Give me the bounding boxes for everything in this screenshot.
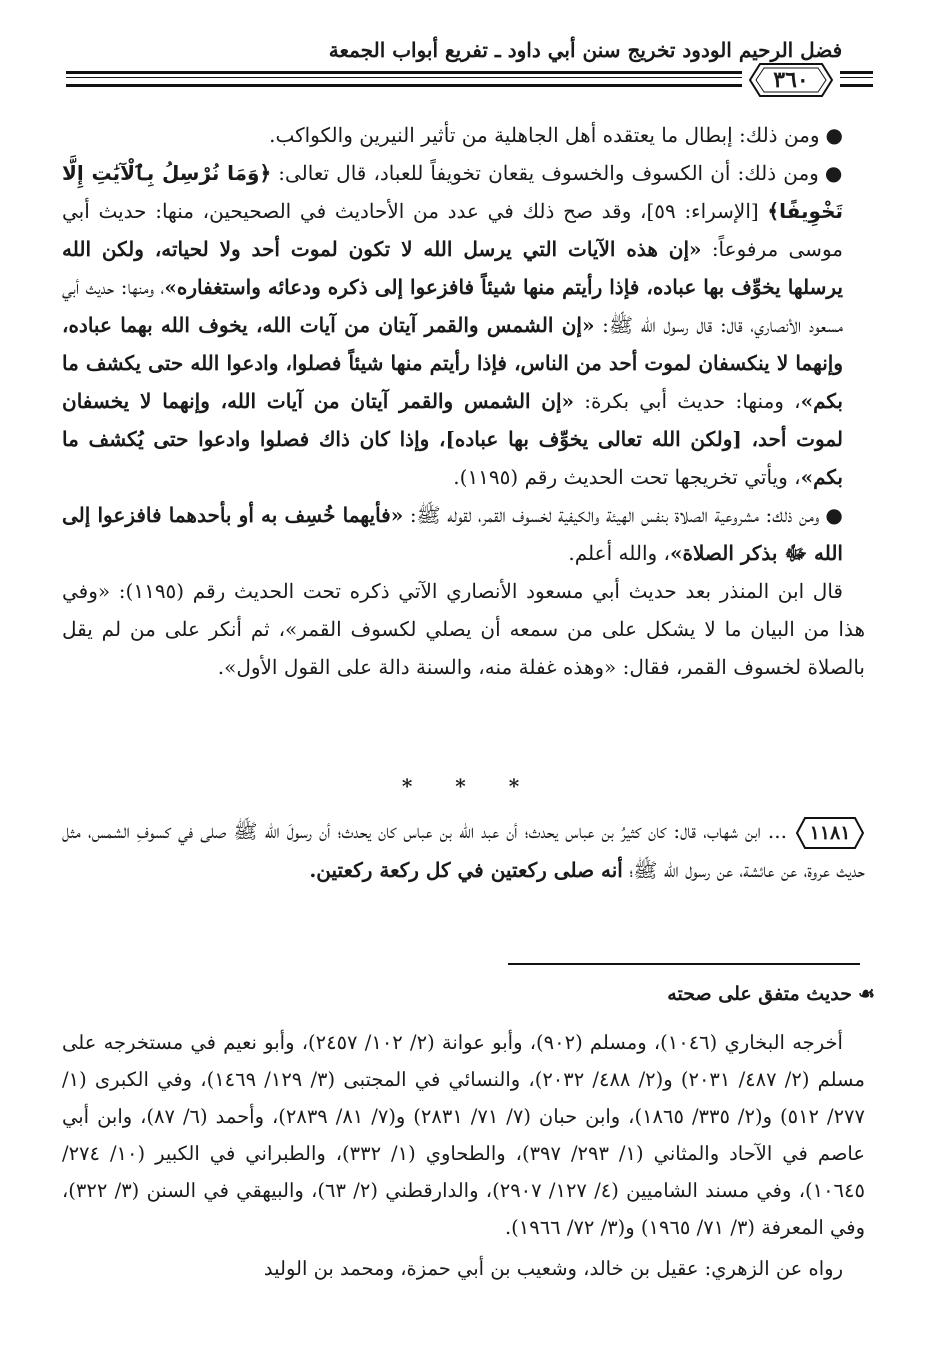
- header-rule: [66, 77, 742, 78]
- hadith-quote: «إن الشمس والقمر آيتان من آيات الله، يخوف الله بهما عباده، وإنهما لا ينكسفان لموت أحد من الناس، فإذا رأيتم منها شيئاً فصلوا، وادعوا الله حتى يكشف ما بكم»: [62, 313, 843, 413]
- bullet-icon: ●: [824, 161, 843, 185]
- paragraph: قال ابن المنذر بعد حديث أبي مسعود الأنصاري الآتي ذكره تحت الحديث رقم (١١٩٥): «وفي هذا من البيان ما لا يشكل على من سمعه أن يصلي لكسوف القمر»، ثم أنكر على من لم يقل بالصلاة لخسوف القمر، فقال: «وهذه غفلة منه، والسنة دالة على القول الأول».: [62, 579, 865, 679]
- fleuron-icon: ☙: [857, 983, 875, 1005]
- header-rule: [66, 84, 742, 87]
- hadith-text: [62, 812, 865, 890]
- hadith-matn: أنه صلى ركعتين في كل ركعة ركعتين.: [309, 858, 623, 882]
- hadith-number-badge: [795, 816, 865, 850]
- footnote-paragraph: أخرجه البخاري (١٠٤٦)، ومسلم (٩٠٢)، وأبو عوانة (٢/ ١٠٢/ ٢٤٥٧)، وأبو نعيم في مستخرجه على مسلم (٢/ ٤٨٧/ ٢٠٣١) و(٢/ ٤٨٨/ ٢٠٣٢)، والنسائي في المجتبى (٣/ ١٢٩/ ١٤٦٩)، وفي الكبرى (١/ ٢٧٧/ ٥١٢) و(٢/ ٣٣٥/ ١٨٦٥)، وابن حبان (٧/ ٧١/ ٢٨٣١) و(٧/ ٨١/ ٢٨٣٩)، وأحمد (٦/ ٨٧)، وابن أبي عاصم في الآحاد والمثاني (١/ ٢٩٣/ ٣٩٧)، والطحاوي (١/ ٣٣٢)، والطبراني في الكبير (١٠/ ٢٧٤/ ١٠٦٤٥)، وفي مسند الشاميين (٤/ ١٢٧/ ٢٩٠٧)، والدارقطني (٢/ ٦٣)، والبيهقي في السنن (٣/ ٣٢٢)، وفي المعرفة (٣/ ٧١/ ١٩٦٥) و(٣/ ٧٢/ ١٩٦٦).: [62, 1031, 865, 1239]
- section-separator: * * *: [401, 774, 538, 798]
- hadith-number: ١١٨١: [809, 821, 851, 844]
- header-rule: [66, 71, 742, 74]
- footnote-heading: ☙حديث متفق على صحته: [667, 983, 875, 1005]
- hadith-quote: «إن هذه الآيات التي يرسل الله لا تكون لموت أحد ولا لحياته، ولكن الله يرسلها يخوِّف بها عباده، فإذا رأيتم منها شيئاً فافزعوا إلى ذكره ودعائه واستغفاره»: [62, 237, 843, 299]
- running-header-title: فضل الرحيم الودود تخريج سنن أبي داود ـ تفريع أبواب الجمعة: [328, 38, 843, 62]
- main-text: [62, 116, 865, 686]
- page-number-badge: [748, 61, 834, 99]
- header-rule: [840, 84, 873, 87]
- quran-verse: ﴿وَمَا نُرْسِلُ بِٱلْآيَٰتِ إِلَّا تَخْوِيفًا﴾: [62, 161, 843, 223]
- bullet-icon: ●: [825, 503, 843, 527]
- hadith-quote: «فأيهما خُسِف به أو بأحدهما فافزعوا إلى الله ﷻ بذكر الصلاة»: [62, 503, 843, 565]
- hadith-quote: «إن الشمس والقمر آيتان من آيات الله، وإنهما لا يخسفان لموت أحد، [ولكن الله تعالى يخوِّف بها عباده]، وإذا كان ذاك فصلوا وادعوا حتى يُكشف ما بكم»: [62, 389, 843, 489]
- header-rule: [840, 71, 873, 74]
- paragraph: ●ومن ذلك: إبطال ما يعتقده أهل الجاهلية من تأثير النيرين والكواكب.: [269, 123, 843, 147]
- paragraph: ●ومن ذلك: مشروعية الصلاة بنفس الهيئة والكيفية لخسوف القمر، لقوله ﷺ: «فأيهما خُسِف به أو بأحدهما فافزعوا إلى الله ﷻ بذكر الصلاة»، والله أعلم.: [62, 503, 843, 565]
- footnote-paragraph: رواه عن الزهري: عقيل بن خالد، وشعيب بن أبي حمزة، ومحمد بن الوليد: [263, 1257, 843, 1280]
- bullet-icon: ●: [825, 123, 843, 147]
- footnote-rule: [508, 963, 860, 965]
- footnote-text: [62, 1024, 865, 1287]
- page-number: ٣٦٠: [773, 67, 809, 93]
- hadith-paragraph: ١١٨١ ... ابن شهاب، قال: كان كثيرُ بن عباس يحدث؛ أن عبد الله بن عباس كان يحدث؛ أن رسولَ الله ﷺ صلى في كسوفِ الشمس، مثل حديث عروة، عن عائشة، عن رسول الله ﷺ؛ أنه صلى ركعتين في كل ركعة ركعتين.: [62, 812, 865, 890]
- header-rule: [840, 77, 873, 78]
- paragraph: ●ومن ذلك: أن الكسوف والخسوف يقعان تخويفاً للعباد، قال تعالى: ﴿وَمَا نُرْسِلُ بِٱلْآيَٰتِ إِلَّا تَخْوِيفًا﴾ [الإسراء: ٥٩]، وقد صح ذلك في عدد من الأحاديث في الصحيحين، منها: حديث أبي موسى مرفوعاً: «إن هذه الآيات التي يرسل الله لا تكون لموت أحد ولا لحياته، ولكن الله يرسلها يخوِّف بها عباده، فإذا رأيتم منها شيئاً فافزعوا إلى ذكره ودعائه واستغفاره»، ومنها: حديث أبي مسعود الأنصاري، قال: قال رسول الله ﷺ: «إن الشمس والقمر آيتان من آيات الله، يخوف الله بهما عباده، وإنهما لا ينكسفان لموت أحد من الناس، فإذا رأيتم منها شيئاً فصلوا، وادعوا الله حتى يكشف ما بكم»، ومنها: حديث أبي بكرة: «إن الشمس والقمر آيتان من آيات الله، وإنهما لا يخسفان لموت أحد، [ولكن الله تعالى يخوِّف بها عباده]، وإذا كان ذاك فصلوا وادعوا حتى يُكشف ما بكم»، ويأتي تخريجها تحت الحديث رقم (١١٩٥).: [62, 161, 843, 489]
